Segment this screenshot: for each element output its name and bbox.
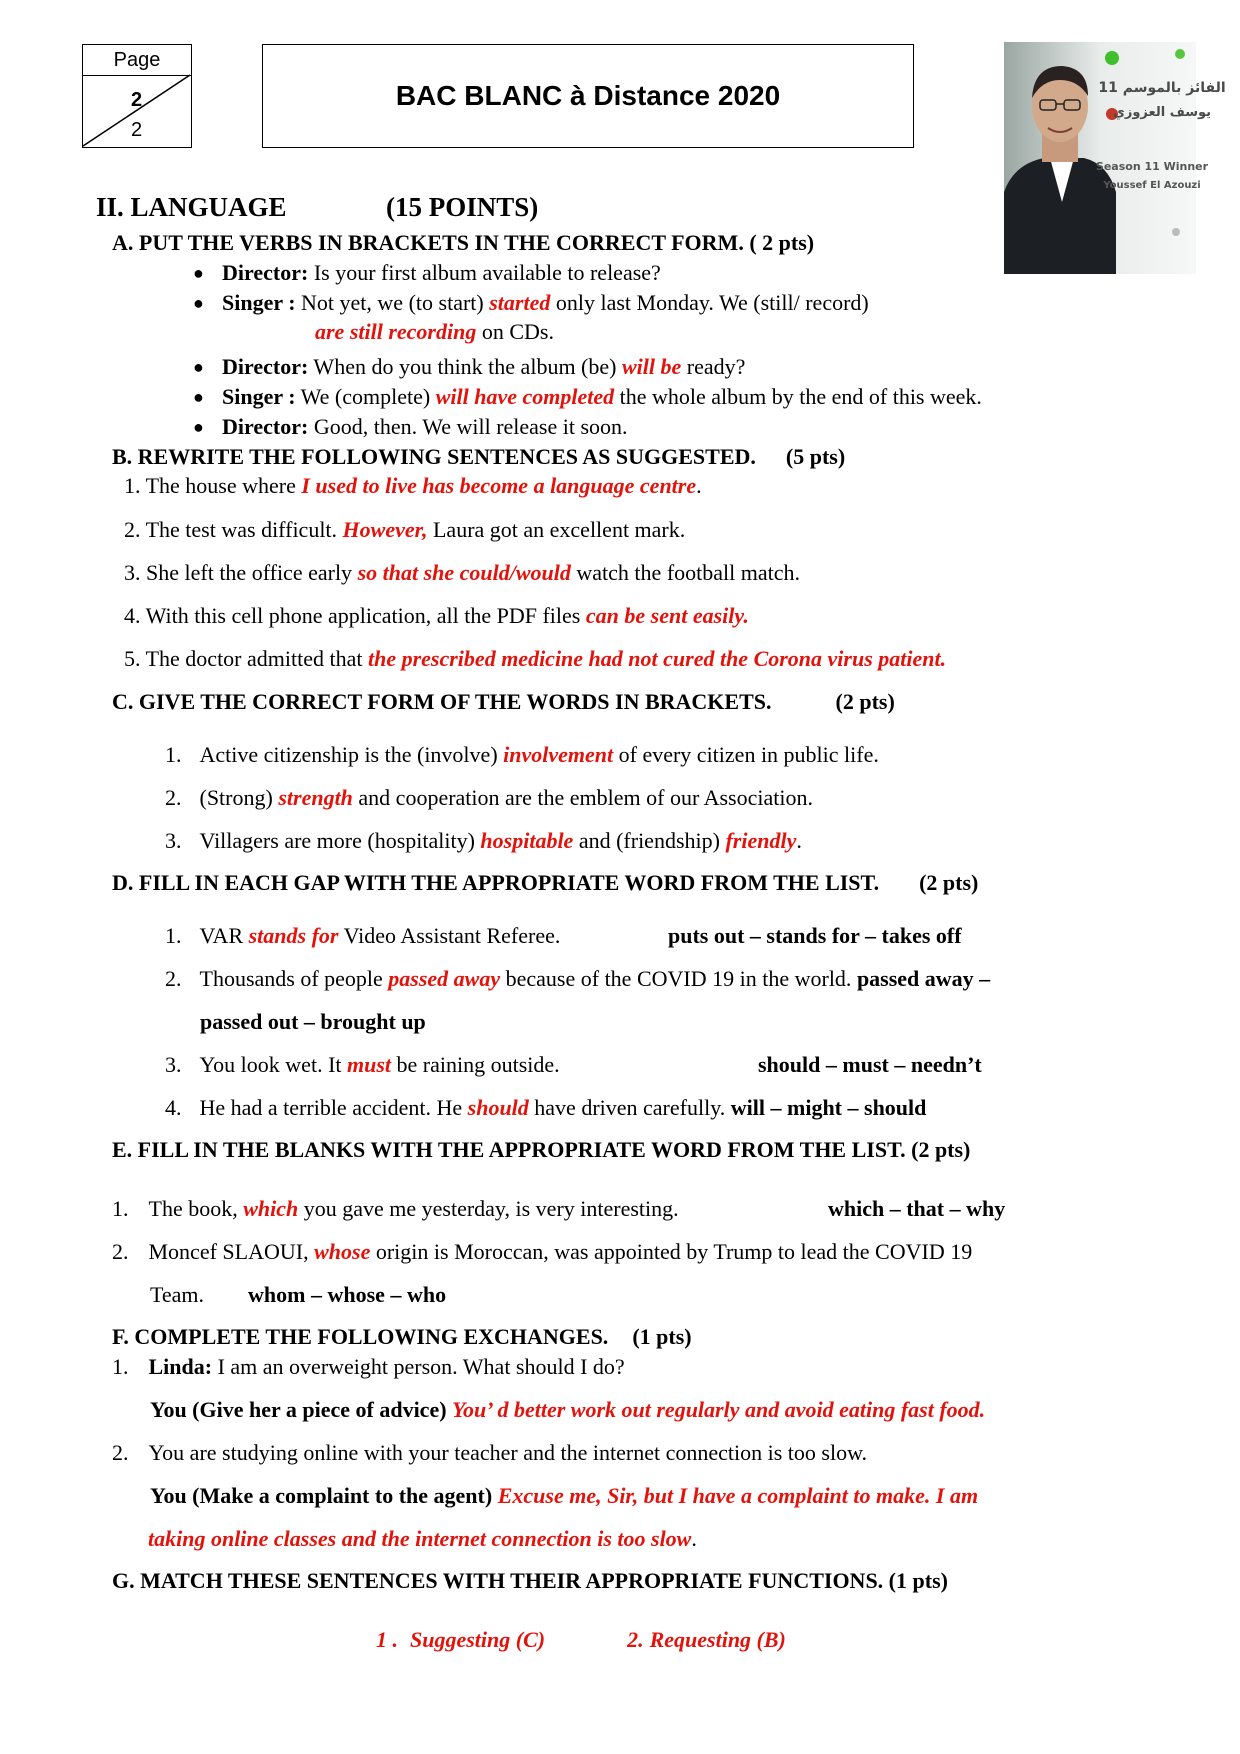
winner-photo bbox=[1004, 42, 1226, 274]
answer: must bbox=[347, 1052, 392, 1077]
answer: should bbox=[467, 1095, 529, 1120]
answer: which bbox=[243, 1196, 299, 1221]
answer: strength bbox=[278, 785, 353, 810]
d-item-4: 4. He had a terrible accident. He should have driven carefully. will – might – should bbox=[165, 1095, 927, 1120]
f-item-1: 1. Linda: I am an overweight person. What should I do? bbox=[112, 1354, 625, 1379]
f-answer-2b: taking online classes and the internet connection is too slow. bbox=[148, 1526, 697, 1551]
answer: are still recording bbox=[315, 319, 477, 344]
answer: taking online classes and the internet connection is too slow bbox=[148, 1526, 692, 1551]
page-label: Page bbox=[83, 45, 191, 76]
g-answers bbox=[376, 1626, 786, 1654]
b-sentence-1: 1. The house where I used to live has become a language centre. bbox=[124, 473, 702, 498]
d-item-1: 1. VAR stands for Video Assistant Referee. bbox=[165, 923, 561, 948]
answer: the prescribed medicine had not cured the Corona virus patient. bbox=[367, 646, 947, 671]
answer: Requesting (B) bbox=[649, 1627, 786, 1652]
c-item-1: 1. Active citizenship is the (involve) involvement of every citizen in public life. bbox=[165, 742, 879, 767]
answer: 1 . bbox=[376, 1627, 398, 1652]
answer: I used to live has become a language centre bbox=[301, 473, 697, 498]
page-current: 2 bbox=[131, 89, 143, 111]
answer: stands for bbox=[248, 923, 339, 948]
d-item-3-options: should – must – needn’t bbox=[758, 1052, 982, 1077]
heading-d: D. FILL IN EACH GAP WITH THE APPROPRIATE WORD FROM THE LIST. (2 pts) bbox=[112, 870, 979, 895]
answer: can be sent easily. bbox=[585, 603, 749, 628]
answer: You’ d better work out regularly and avoid eating fast food. bbox=[452, 1397, 986, 1422]
bullet-icon: ● bbox=[193, 417, 204, 437]
dialogue-line-2: Singer : Not yet, we (to start) started only last Monday. We (still/ record) bbox=[222, 290, 869, 315]
dialogue-line-2b: are still recording on CDs. bbox=[315, 319, 554, 344]
answer: involvement bbox=[503, 742, 614, 767]
answer: passed away bbox=[388, 966, 501, 991]
heading-c: C. GIVE THE CORRECT FORM OF THE WORDS IN BRACKETS. (2 pts) bbox=[112, 689, 895, 714]
section-name: II. LANGUAGE bbox=[96, 192, 287, 222]
page-total: 2 bbox=[131, 119, 143, 141]
heading-a: A. PUT THE VERBS IN BRACKETS IN THE CORRECT FORM. ( 2 pts) bbox=[112, 230, 815, 255]
dialogue-line-3: Director: When do you think the album (be) will be ready? bbox=[222, 354, 746, 379]
f-answer-2: You (Make a complaint to the agent) Excuse me, Sir, but I have a complaint to make. I am bbox=[150, 1483, 979, 1508]
answer: hospitable bbox=[480, 828, 574, 853]
bullet-icon: ● bbox=[193, 263, 204, 283]
answer: 2. bbox=[627, 1627, 644, 1652]
heading-g: G. MATCH THESE SENTENCES WITH THEIR APPROPRIATE FUNCTIONS. (1 pts) bbox=[112, 1568, 948, 1593]
answer: However, bbox=[342, 517, 428, 542]
d-item-3: 3. You look wet. It must be raining outside. bbox=[165, 1052, 560, 1077]
answer: whose bbox=[314, 1239, 371, 1264]
answer: Excuse me, Sir, but I have a complaint to make. I am bbox=[497, 1483, 979, 1508]
dialogue-line-5: Director: Good, then. We will release it soon. bbox=[222, 414, 628, 439]
c-item-3: 3. Villagers are more (hospitality) hospitable and (friendship) friendly. bbox=[165, 828, 802, 853]
d-item-1-options: puts out – stands for – takes off bbox=[668, 923, 962, 948]
e-item-1: 1. The book, which you gave me yesterday, is very interesting. bbox=[112, 1196, 679, 1221]
c-item-2: 2. (Strong) strength and cooperation are the emblem of our Association. bbox=[165, 785, 813, 810]
d-item-2: 2. Thousands of people passed away because of the COVID 19 in the world. passed away – bbox=[165, 966, 991, 991]
heading-b: B. REWRITE THE FOLLOWING SENTENCES AS SUGGESTED. (5 pts) bbox=[112, 444, 846, 469]
b-sentence-5: 5. The doctor admitted that the prescribed medicine had not cured the Corona virus patient. bbox=[124, 646, 947, 671]
page-number-box bbox=[82, 44, 192, 148]
photo-caption-ar1: الفائز بالموسم 11 bbox=[1098, 80, 1226, 96]
f-answer-1: You (Give her a piece of advice) You’ d better work out regularly and avoid eating fast food. bbox=[150, 1397, 986, 1422]
heading-f: F. COMPLETE THE FOLLOWING EXCHANGES. (1 pts) bbox=[112, 1324, 692, 1349]
exam-title-text: BAC BLANC à Distance 2020 bbox=[395, 80, 781, 111]
photo-caption-en2: Youssef El Azouzi bbox=[1103, 180, 1201, 191]
e-item-1-options: which – that – why bbox=[828, 1196, 1006, 1221]
answer: so that she could/would bbox=[357, 560, 571, 585]
exam-title bbox=[262, 44, 914, 148]
heading-e: E. FILL IN THE BLANKS WITH THE APPROPRIATE WORD FROM THE LIST. (2 pts) bbox=[112, 1137, 971, 1162]
answer: friendly bbox=[725, 828, 797, 853]
bullet-icon: ● bbox=[193, 293, 204, 313]
d-item-2-options: passed out – brought up bbox=[200, 1009, 426, 1034]
b-sentence-4: 4. With this cell phone application, all the PDF files can be sent easily. bbox=[124, 603, 749, 628]
photo-caption-ar2: يوسف العزوزي bbox=[1112, 105, 1212, 120]
answer: will be bbox=[621, 354, 682, 379]
dialogue-line-4: Singer : We (complete) will have completed the whole album by the end of this week. bbox=[222, 384, 982, 409]
e-item-2: 2. Moncef SLAOUI, whose origin is Moroccan, was appointed by Trump to lead the COVID 19 bbox=[112, 1239, 973, 1264]
b-sentence-3: 3. She left the office early so that she could/would watch the football match. bbox=[124, 560, 800, 585]
e-item-2b: Team. whom – whose – who bbox=[150, 1282, 447, 1307]
answer: will have completed bbox=[435, 384, 615, 409]
section-title bbox=[96, 192, 538, 223]
bullet-icon: ● bbox=[193, 357, 204, 377]
dialogue-line-1: Director: Is your first album available to release? bbox=[222, 260, 661, 285]
f-item-2: 2. You are studying online with your teacher and the internet connection is too slow. bbox=[112, 1440, 868, 1465]
section-points: (15 POINTS) bbox=[386, 192, 539, 222]
b-sentence-2: 2. The test was difficult. However, Laura got an excellent mark. bbox=[124, 517, 686, 542]
bullet-icon: ● bbox=[193, 387, 204, 407]
photo-caption-en1: Season 11 Winner bbox=[1095, 160, 1209, 173]
answer: Suggesting (C) bbox=[410, 1627, 546, 1652]
answer: started bbox=[489, 290, 551, 315]
